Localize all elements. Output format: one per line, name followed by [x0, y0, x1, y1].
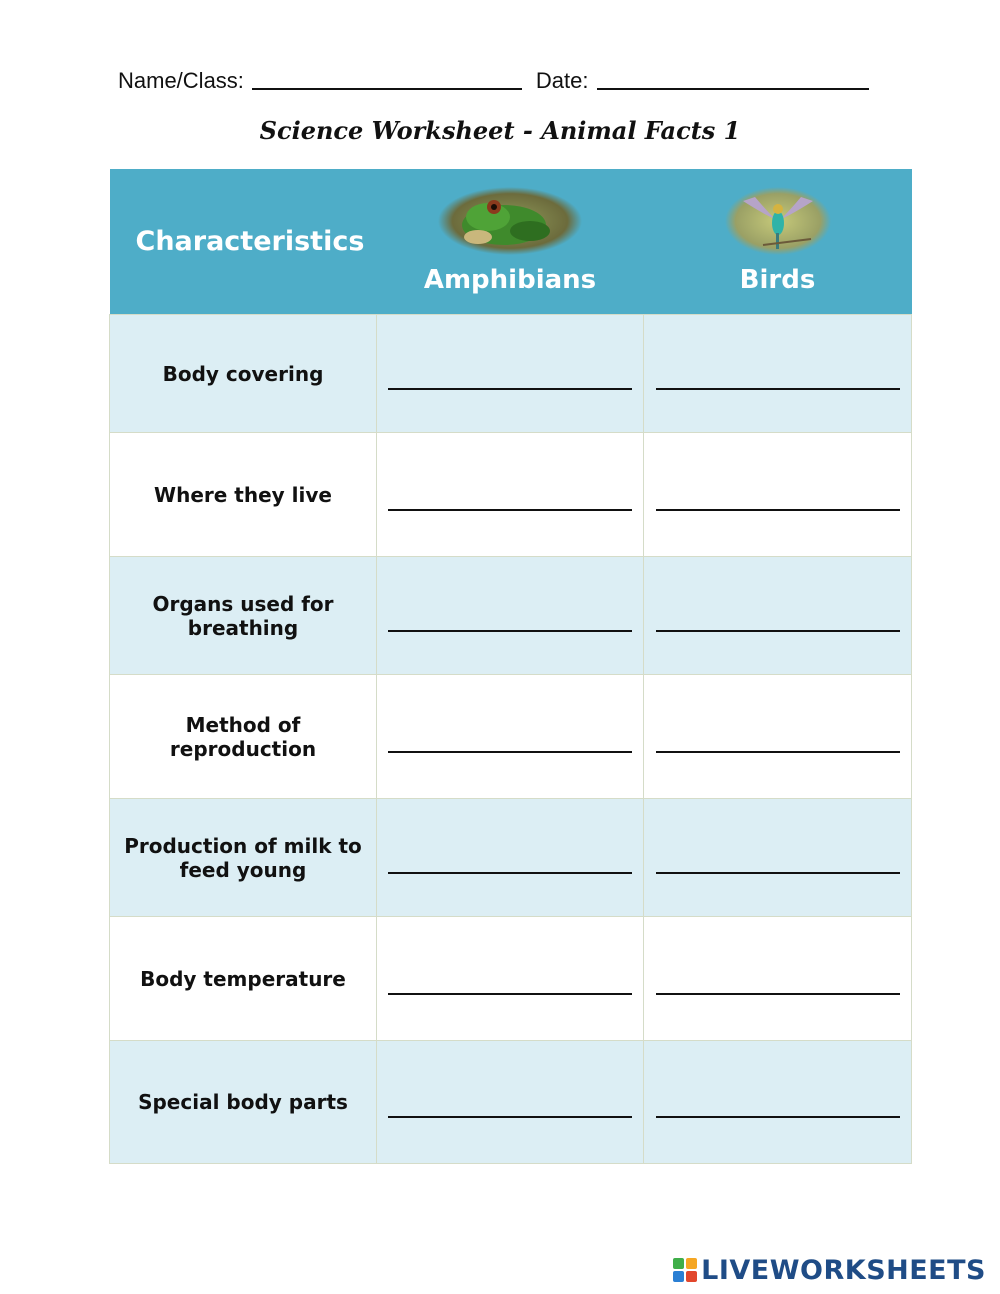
answer-cell-amphibians: [377, 675, 644, 799]
birds-label: Birds: [739, 265, 816, 295]
row-label: Special body parts: [110, 1041, 377, 1164]
row-label: Where they live: [110, 433, 377, 557]
answer-cell-birds: [644, 675, 912, 799]
answer-cell-amphibians: [377, 1041, 644, 1164]
liveworksheets-logo[interactable]: [673, 1253, 986, 1287]
bird-image: [725, 187, 831, 255]
answer-cell-birds: [644, 799, 912, 917]
worksheet-title: Science Worksheet - Animal Facts 1: [259, 116, 741, 145]
name-class-label: Name/Class:: [118, 68, 244, 93]
column-header-characteristics: Characteristics: [110, 169, 377, 315]
answer-cell-birds: [644, 315, 912, 433]
row-label: Body covering: [110, 315, 377, 433]
row-label: Method of reproduction: [110, 675, 377, 799]
answer-cell-birds: [644, 433, 912, 557]
answer-field[interactable]: [656, 366, 900, 390]
answer-field[interactable]: [388, 1094, 632, 1118]
answer-field[interactable]: [656, 971, 900, 995]
row-label: Organs used for breathing: [110, 557, 377, 675]
answer-cell-amphibians: [377, 557, 644, 675]
answer-field[interactable]: [656, 850, 900, 874]
answer-field[interactable]: [388, 487, 632, 511]
answer-cell-amphibians: [377, 315, 644, 433]
table-row: [110, 1041, 912, 1164]
answer-cell-amphibians: [377, 433, 644, 557]
name-class-field[interactable]: [252, 66, 522, 90]
answer-field[interactable]: [388, 608, 632, 632]
answer-field[interactable]: [388, 366, 632, 390]
date-field[interactable]: [597, 66, 869, 90]
column-header-birds: [644, 169, 912, 315]
table-row: [110, 315, 912, 433]
amphibians-label: Amphibians: [423, 265, 597, 295]
table-row: [110, 675, 912, 799]
table-row: [110, 917, 912, 1041]
column-header-amphibians: [377, 169, 644, 315]
answer-cell-birds: [644, 557, 912, 675]
answer-field[interactable]: [656, 729, 900, 753]
table-row: [110, 433, 912, 557]
answer-field[interactable]: [388, 729, 632, 753]
liveworksheets-mark-icon: [673, 1258, 697, 1282]
answer-cell-birds: [644, 917, 912, 1041]
animal-facts-table: [109, 169, 912, 1164]
answer-field[interactable]: [656, 1094, 900, 1118]
answer-cell-amphibians: [377, 799, 644, 917]
header-line: [118, 58, 898, 94]
brand-name: LIVEWORKSHEETS: [701, 1254, 986, 1286]
answer-field[interactable]: [388, 971, 632, 995]
row-label: Body temperature: [110, 917, 377, 1041]
row-label: Production of milk to feed young: [110, 799, 377, 917]
answer-cell-birds: [644, 1041, 912, 1164]
answer-cell-amphibians: [377, 917, 644, 1041]
table-row: [110, 799, 912, 917]
answer-field[interactable]: [656, 487, 900, 511]
table-row: [110, 557, 912, 675]
answer-field[interactable]: [656, 608, 900, 632]
date-label: Date:: [535, 68, 589, 93]
answer-field[interactable]: [388, 850, 632, 874]
frog-image: [438, 187, 582, 255]
